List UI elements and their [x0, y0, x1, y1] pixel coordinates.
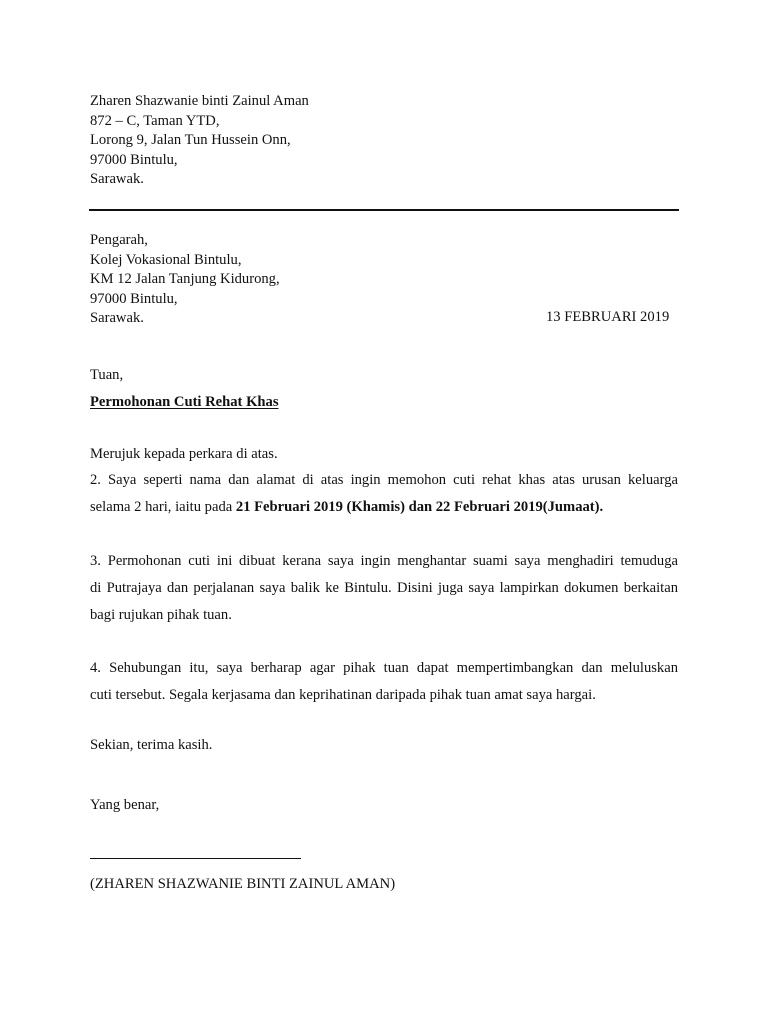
paragraph-line [90, 494, 678, 521]
recipient-address-line: 97000 Bintulu, [90, 290, 178, 307]
sender-address-line: 97000 Bintulu, [90, 151, 178, 168]
paragraph-text: selama 2 hari, iaitu pada [90, 498, 236, 515]
salutation: Tuan, [90, 367, 124, 383]
paragraph-3 [90, 548, 678, 628]
recipient-address-line: Sarawak. [90, 310, 144, 326]
paragraph-line: di Putrajaya dan perjalanan saya balik ke Bintulu. Disini juga saya lampirkan dokumen berkaitan [90, 579, 678, 596]
paragraph-line: 4. Sehubungan itu, saya berharap agar pihak tuan dapat mempertimbangkan dan meluluskan [90, 660, 678, 676]
paragraph-line: bagi rujukan pihak tuan. [90, 606, 232, 623]
paragraph-line: 3. Permohonan cuti ini dibuat kerana saya ingin menghantar suami saya menghadiri temuduga [90, 553, 678, 569]
paragraph-line: cuti tersebut. Segala kerjasama dan keprihatinan daripada pihak tuan amat saya hargai. [90, 686, 596, 703]
sender-address-line: 872 – C, Taman YTD, [90, 112, 220, 129]
recipient-title: Pengarah, [90, 232, 148, 248]
sender-address-line: Lorong 9, Jalan Tun Hussein Onn, [90, 132, 291, 148]
paragraph-2 [90, 467, 678, 521]
paragraph-4 [90, 655, 678, 709]
recipient-org: Kolej Vokasional Bintulu, [90, 251, 242, 268]
signature-line [90, 858, 301, 859]
leave-dates: 21 Februari 2019 (Khamis) dan 22 Februari 2019(Jumaat). [235, 498, 604, 515]
letter-date: 13 FEBRUARI 2019 [546, 309, 670, 325]
sender-name: Zharen Shazwanie binti Zainul Aman [90, 93, 309, 109]
sender-address [90, 92, 309, 190]
subject-heading: Permohonan Cuti Rehat Khas [90, 394, 279, 410]
header-divider [89, 209, 679, 211]
paragraph-line: Merujuk kepada perkara di atas. [90, 446, 278, 462]
intro-paragraph [90, 441, 678, 468]
recipient-address-line: KM 12 Jalan Tanjung Kidurong, [90, 271, 280, 287]
recipient-address [90, 231, 280, 329]
paragraph-line: 2. Saya seperti nama dan alamat di atas ingin memohon cuti rehat khas atas urusan keluarga [90, 472, 678, 488]
closing-line: Sekian, terima kasih. [90, 737, 213, 753]
signoff-line: Yang benar, [90, 797, 160, 813]
signature-name: (ZHAREN SHAZWANIE BINTI ZAINUL AMAN) [90, 876, 396, 892]
sender-address-line: Sarawak. [90, 171, 144, 187]
